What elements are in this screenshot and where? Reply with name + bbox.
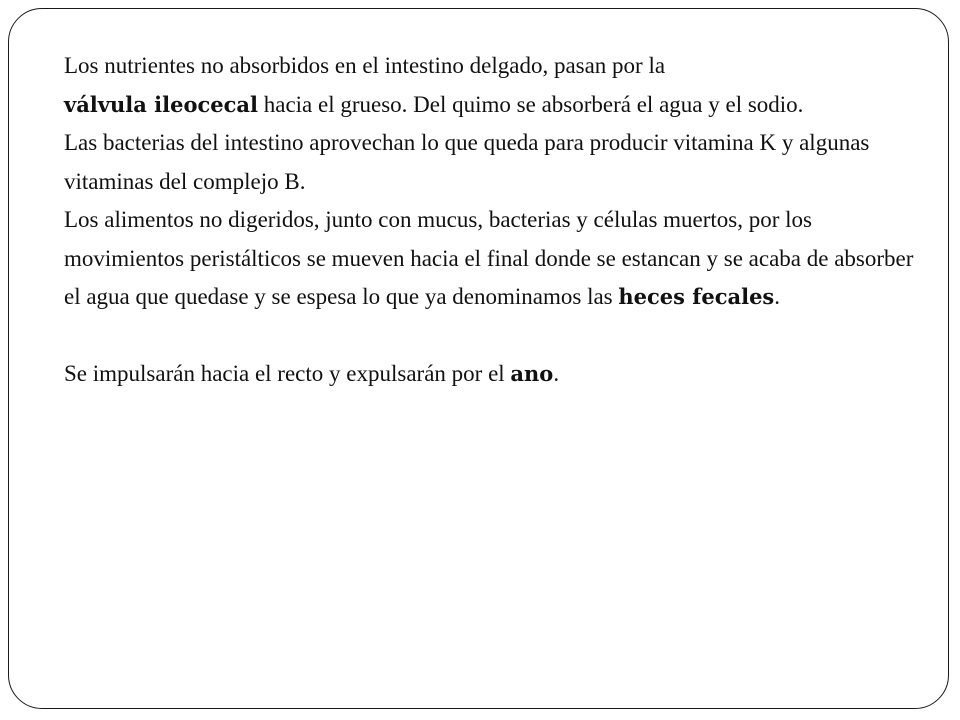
- slide-frame: [8, 8, 949, 709]
- paragraph-alimentos: [64, 201, 934, 317]
- paragraph-text: Se impulsarán hacia el recto y expulsarán por el: [64, 361, 511, 386]
- paragraph-text: Los nutrientes no absorbidos en el intestino delgado, pasan por la: [64, 53, 666, 78]
- paragraph-text: hacia el grueso. Del quimo se absorberá el agua y el sodio.: [258, 91, 804, 117]
- paragraph-text: .: [774, 284, 780, 309]
- bold-term-valvula-ileocecal: válvula ileocecal: [64, 91, 258, 117]
- bold-term-heces-fecales: heces fecales: [618, 284, 775, 309]
- paragraph-ano: [64, 355, 934, 394]
- paragraph-text: .: [553, 361, 560, 386]
- slide-text-body: [64, 47, 934, 394]
- paragraph-text: Los alimentos no digeridos, junto con mucus, bacterias y células muertos, por los movimientos peristálticos se mueven hacia el final donde se estancan y se acaba de absorber el agua que quedase y se espesa lo que ya denominamos las: [64, 207, 914, 309]
- paragraph-spacer: [64, 317, 934, 356]
- bold-term-ano: ano: [510, 361, 554, 386]
- paragraph-valvula: [64, 47, 934, 124]
- paragraph-bacterias: [64, 124, 934, 201]
- paragraph-text: Las bacterias del intestino aprovechan lo que queda para producir vitamina K y algunas vitaminas del complejo B.: [64, 130, 870, 194]
